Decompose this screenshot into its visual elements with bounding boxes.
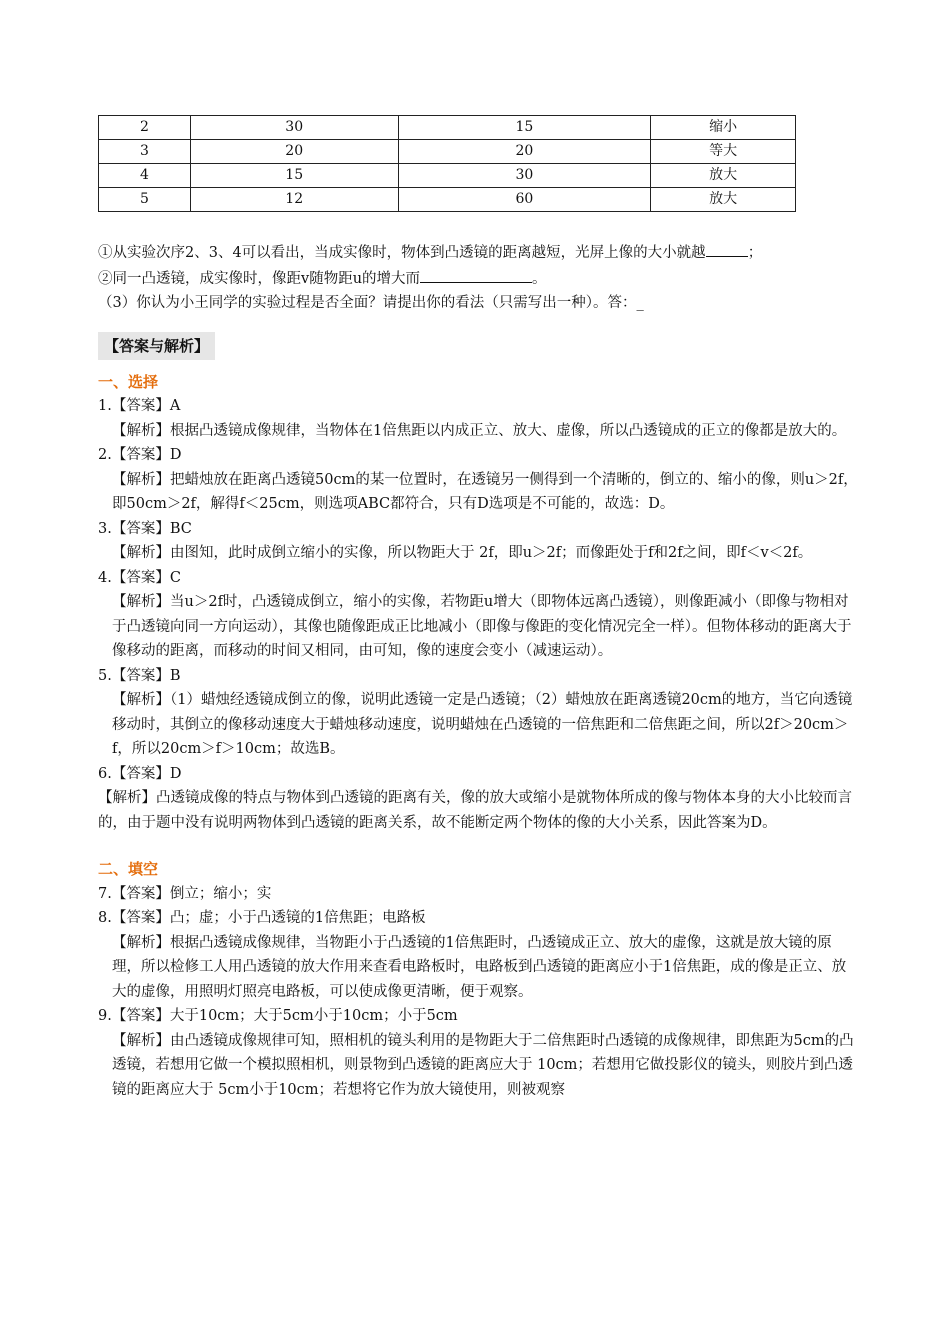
analysis-text: 【解析】当u＞2f时，凸透镜成倒立，缩小的实像，若物距u增大（即物体远离凸透镜），则像距减小（即像与物相对于凸透镜向同一方向运动），其像也随像距成正比地减小（即像与像距的变化情况完全一样）。但物体移动的距离大于像移动的距离，而移动的时间又相同，由可知，像的速度会变小（减速运动）。 <box>112 594 852 659</box>
analysis-text: 【解析】凸透镜成像的特点与物体到凸透镜的距离有关，像的放大或缩小是就物体所成的像与物体本身的大小比较而言的，由于题中没有说明两物体到凸透镜的距离关系，故不能断定两个物体的像的大小关系，因此答案为D。 <box>98 790 852 831</box>
answer-blank[interactable] <box>420 266 532 283</box>
table-cell: 2 <box>99 116 191 140</box>
item-number: 3. <box>98 520 112 537</box>
table-cell: 30 <box>398 164 651 188</box>
table-cell: 20 <box>398 140 651 164</box>
table-cell: 3 <box>99 140 191 164</box>
item-answer: 【答案】凸；虚；小于凸透镜的1倍焦距；电路板 <box>111 910 426 926</box>
question-text-end: ； <box>747 245 763 261</box>
answer-line <box>98 443 858 468</box>
answers-title: 【答案与解析】 <box>98 332 215 360</box>
item-number: 9. <box>98 1008 112 1024</box>
item-answer: 【答案】C <box>111 569 181 586</box>
answer-line <box>98 882 858 907</box>
analysis-text: 【解析】（1）蜡烛经透镜成倒立的像，说明此透镜一定是凸透镜；（2）蜡烛放在距离透镜20cm的地方，当它向透镜移动时，其倒立的像移动速度大于蜡烛移动速度，说明蜡烛在凸透镜的一倍焦距和二倍焦距之间，所以2f＞20cm＞f，所以20cm＞f＞10cm；故选B。 <box>112 692 853 757</box>
item-number: 6. <box>98 765 112 782</box>
item-number: 5. <box>98 667 112 684</box>
question-text: ①从实验次序2、3、4可以看出，当成实像时，物体到凸透镜的距离越短，光屏上像的大小就越 <box>98 245 706 261</box>
table-cell: 放大 <box>651 188 796 212</box>
table-row <box>99 188 796 212</box>
table-row <box>99 116 796 140</box>
table-cell: 5 <box>99 188 191 212</box>
item-number: 7. <box>98 885 112 902</box>
analysis-text: 【解析】由凸透镜成像规律可知，照相机的镜头利用的是物距大于二倍焦距时凸透镜的成像规律，即焦距为5cm的凸透镜，若想用它做一个模拟照相机，则景物到凸透镜的距离应大于 10cm；若想用它做投影仪的镜头，则胶片到凸透镜的距离应大于 5cm小于10cm；若想将它作为放大镜使用，则被观察 <box>112 1032 854 1098</box>
item-answer: 【答案】D <box>111 447 182 463</box>
analysis-text: 【解析】把蜡烛放在距离凸透镜50cm的某一位置时，在透镜另一侧得到一个清晰的，倒立的、缩小的像，则u＞2f，即50cm＞2f，解得f＜25cm，则选项ABC都符合，只有D选项是不可能的，故选：D。 <box>112 471 858 512</box>
table-row <box>99 140 796 164</box>
answer-line <box>98 762 858 787</box>
table-cell: 12 <box>190 188 398 212</box>
item-answer: 【答案】倒立；缩小；实 <box>111 885 272 902</box>
spacer <box>98 835 858 857</box>
table-cell: 15 <box>398 116 651 140</box>
question-line <box>98 266 858 292</box>
experiment-table <box>98 115 796 212</box>
answer-line <box>98 906 858 931</box>
document-body <box>98 240 858 1102</box>
answer-line <box>98 664 858 689</box>
item-answer: 【答案】BC <box>111 520 192 537</box>
item-answer: 【答案】D <box>111 765 182 782</box>
answer-line <box>98 566 858 591</box>
table-cell: 15 <box>190 164 398 188</box>
item-number: 2. <box>98 447 112 463</box>
table-cell: 60 <box>398 188 651 212</box>
item-answer: 【答案】B <box>111 667 181 684</box>
item-number: 4. <box>98 569 112 586</box>
table-cell: 20 <box>190 140 398 164</box>
item-number: 1. <box>98 398 112 414</box>
answer-line <box>98 394 858 419</box>
item-answer: 【答案】大于10cm；大于5cm小于10cm；小于5cm <box>111 1008 458 1024</box>
table-cell: 30 <box>190 116 398 140</box>
question-text-end: 。 <box>532 270 547 287</box>
table-cell: 缩小 <box>651 116 796 140</box>
answer-blank[interactable] <box>706 240 748 257</box>
table-row <box>99 164 796 188</box>
question-text: ②同一凸透镜，成实像时，像距v随物距u的增大而 <box>98 270 421 287</box>
analysis-text: 【解析】根据凸透镜成像规律，当物体在1倍焦距以内成正立、放大、虚像，所以凸透镜成的正立的像都是放大的。 <box>112 422 847 439</box>
section-heading-choice: 一、选择 <box>98 372 159 391</box>
table-cell: 4 <box>99 164 191 188</box>
section-heading-fill: 二、填空 <box>98 860 159 878</box>
answer-line <box>98 517 858 542</box>
item-number: 8. <box>98 910 112 926</box>
answer-line <box>98 1004 858 1029</box>
analysis-text: 【解析】根据凸透镜成像规律，当物距小于凸透镜的1倍焦距时，凸透镜成正立、放大的虚像，这就是放大镜的原理，所以检修工人用凸透镜的放大作用来查看电路板时，电路板到凸透镜的距离应小于1倍焦距，成的像是正立、放大的虚像，用照明灯照亮电路板，可以使成像更清晰，便于观察。 <box>112 934 847 1000</box>
table-cell: 放大 <box>651 164 796 188</box>
question-line: （3）你认为小王同学的实验过程是否全面？请提出你的看法（只需写出一种）。答：_ <box>98 295 644 311</box>
item-answer: 【答案】A <box>111 398 181 414</box>
table-cell: 等大 <box>651 140 796 164</box>
question-line <box>98 240 858 266</box>
analysis-text: 【解析】由图知，此时成倒立缩小的实像，所以物距大于 2f，即u＞2f；而像距处于f和2f之间，即f＜v＜2f。 <box>112 545 813 561</box>
